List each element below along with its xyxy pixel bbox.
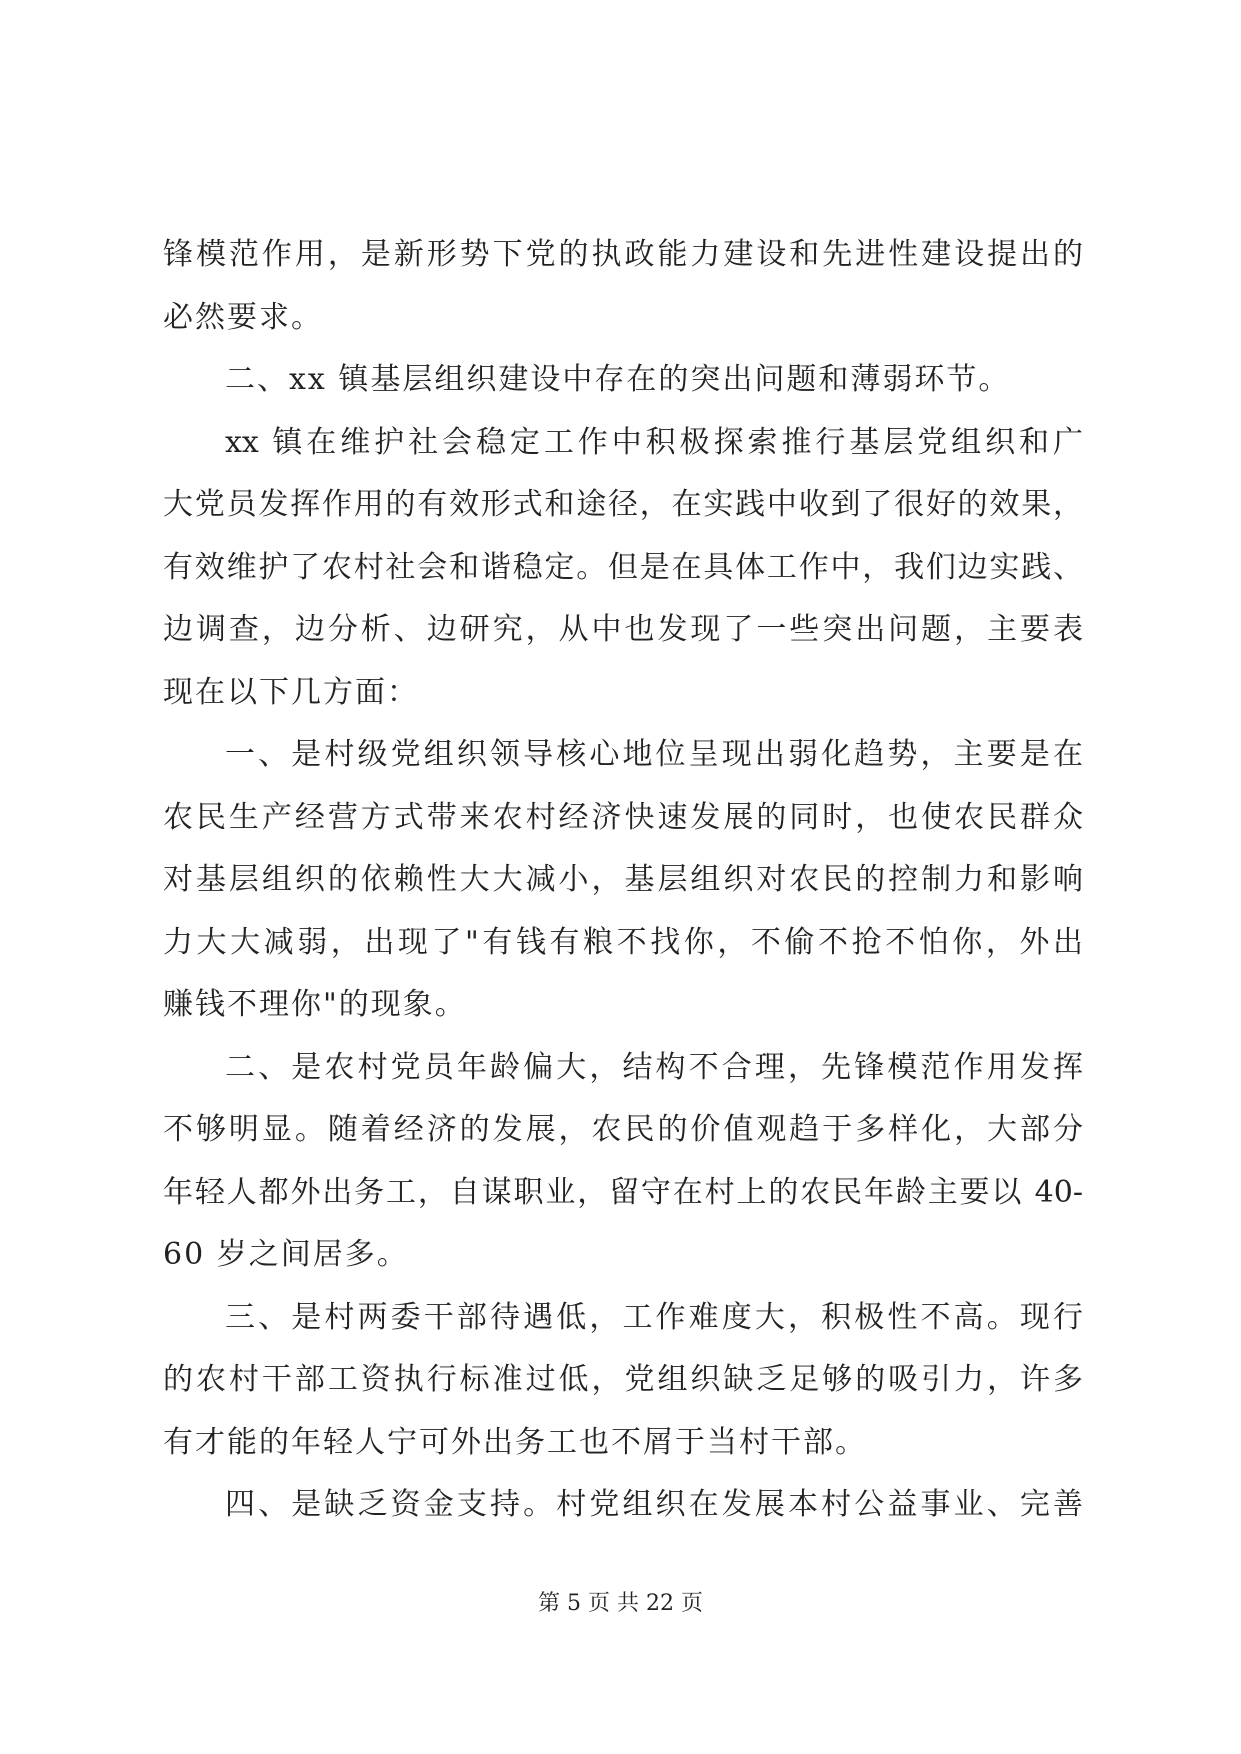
text-line: 60 岁之间居多。 <box>163 1237 409 1272</box>
text-line: 对基层组织的依赖性大大减小，基层组织对农民的控制力和影响 <box>163 862 1083 897</box>
text-line: 必然要求。 <box>163 299 323 335</box>
body-text <box>163 224 1083 1537</box>
text-line: 一、是村级党组织领导核心地位呈现出弱化趋势，主要是在 <box>225 737 1083 772</box>
page-number-footer: 第 5 页 共 22 页 <box>538 1591 703 1616</box>
text-line: 年轻人都外出务工，自谋职业，留守在村上的农民年龄主要以 40- <box>163 1174 1083 1210</box>
text-line: 四、是缺乏资金支持。村党组织在发展本村公益事业、完善 <box>225 1487 1083 1522</box>
text-line: 现在以下几方面： <box>163 674 419 710</box>
text-line: 力大大减弱，出现了"有钱有粮不找你，不偷不抢不怕你，外出 <box>163 924 1083 960</box>
text-line: 的农村干部工资执行标准过低，党组织缺乏足够的吸引力，许多 <box>163 1362 1083 1397</box>
text-line: 有效维护了农村社会和谐稳定。但是在具体工作中，我们边实践、 <box>163 549 1083 585</box>
text-line: xx 镇在维护社会稳定工作中积极探索推行基层党组织和广 <box>225 424 1083 460</box>
section-heading: 二、xx 镇基层组织建设中存在的突出问题和薄弱环节。 <box>225 362 1011 397</box>
text-line: 赚钱不理你"的现象。 <box>163 987 467 1022</box>
text-line: 边调查，边分析、边研究，从中也发现了一些突出问题，主要表 <box>163 612 1083 647</box>
text-line: 二、是农村党员年龄偏大，结构不合理，先锋模范作用发挥 <box>225 1049 1083 1085</box>
text-line: 三、是村两委干部待遇低，工作难度大，积极性不高。现行 <box>225 1299 1083 1335</box>
text-line: 农民生产经营方式带来农村经济快速发展的同时，也使农民群众 <box>163 799 1083 835</box>
text-line: 不够明显。随着经济的发展，农民的价值观趋于多样化，大部分 <box>163 1112 1083 1147</box>
text-line: 有才能的年轻人宁可外出务工也不屑于当村干部。 <box>163 1424 867 1460</box>
text-line: 锋模范作用，是新形势下党的执政能力建设和先进性建设提出的 <box>163 237 1083 272</box>
text-line: 大党员发挥作用的有效形式和途径，在实践中收到了很好的效果， <box>163 487 1083 522</box>
